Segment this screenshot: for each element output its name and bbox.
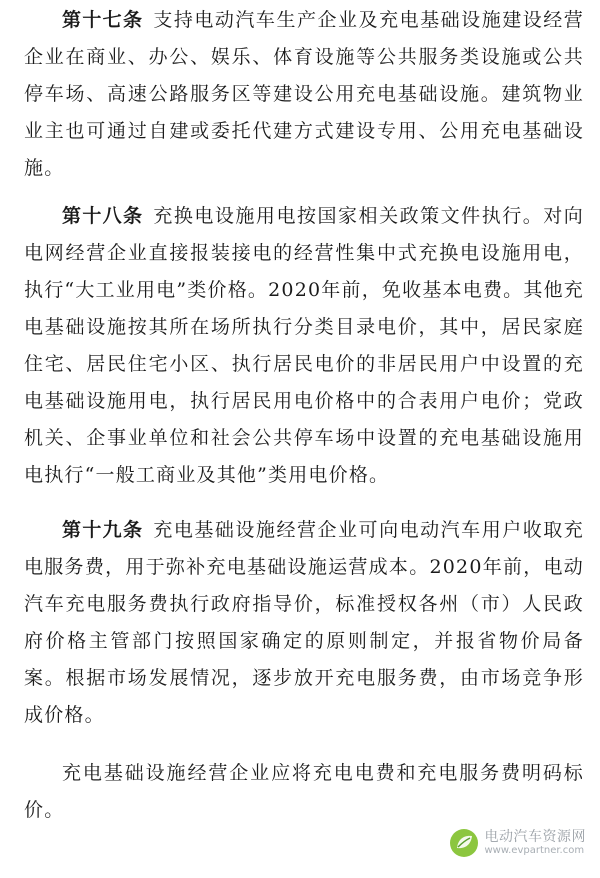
closing-paragraph-text: 充电基础设施经营企业应将充电电费和充电服务费明码标价。	[24, 762, 584, 821]
closing-paragraph	[24, 755, 584, 829]
article-18-number: 第十八条	[62, 205, 144, 227]
article-17	[24, 2, 584, 187]
article-19-number: 第十九条	[62, 519, 144, 541]
article-19-text: 充电基础设施经营企业可向电动汽车用户收取充电服务费，用于弥补充电基础设施运营成本。2020年前，电动汽车充电服务费执行政府指导价，标准授权各州（市）人民政府价格主管部门按照国家确定的原则制定，并报省物价局备案。根据市场发展情况，逐步放开充电服务费，由市场竞争形成价格。	[24, 519, 584, 726]
watermark-site-url: www.evpartner.com	[484, 845, 585, 857]
article-17-text: 支持电动汽车生产企业及充电基础设施建设经营企业在商业、办公、娱乐、体育设施等公共服务类设施或公共停车场、高速公路服务区等建设公用充电基础设施。建筑物业业主也可通过自建或委托代建方式建设专用、公用充电基础设施。	[24, 9, 584, 179]
article-17-number: 第十七条	[62, 9, 144, 31]
watermark-site-name: 电动汽车资源网	[484, 828, 586, 845]
article-19	[24, 512, 584, 734]
site-watermark	[449, 828, 587, 858]
green-leaf-circle-icon	[449, 828, 479, 858]
article-18-text: 充换电设施用电按国家相关政策文件执行。对向电网经营企业直接报装接电的经营性集中式充换电设施用电，执行“大工业用电”类价格。2020年前，免收基本电费。其他充电基础设施按其所在场所执行分类目录电价，其中，居民家庭住宅、居民住宅小区、执行居民电价的非居民用户中设置的充电基础设施用电，执行居民用电价格中的合表用户电价；党政机关、企事业单位和社会公共停车场中设置的充电基础设施用电执行“一般工商业及其他”类用电价格。	[24, 205, 584, 486]
article-18	[24, 198, 584, 494]
